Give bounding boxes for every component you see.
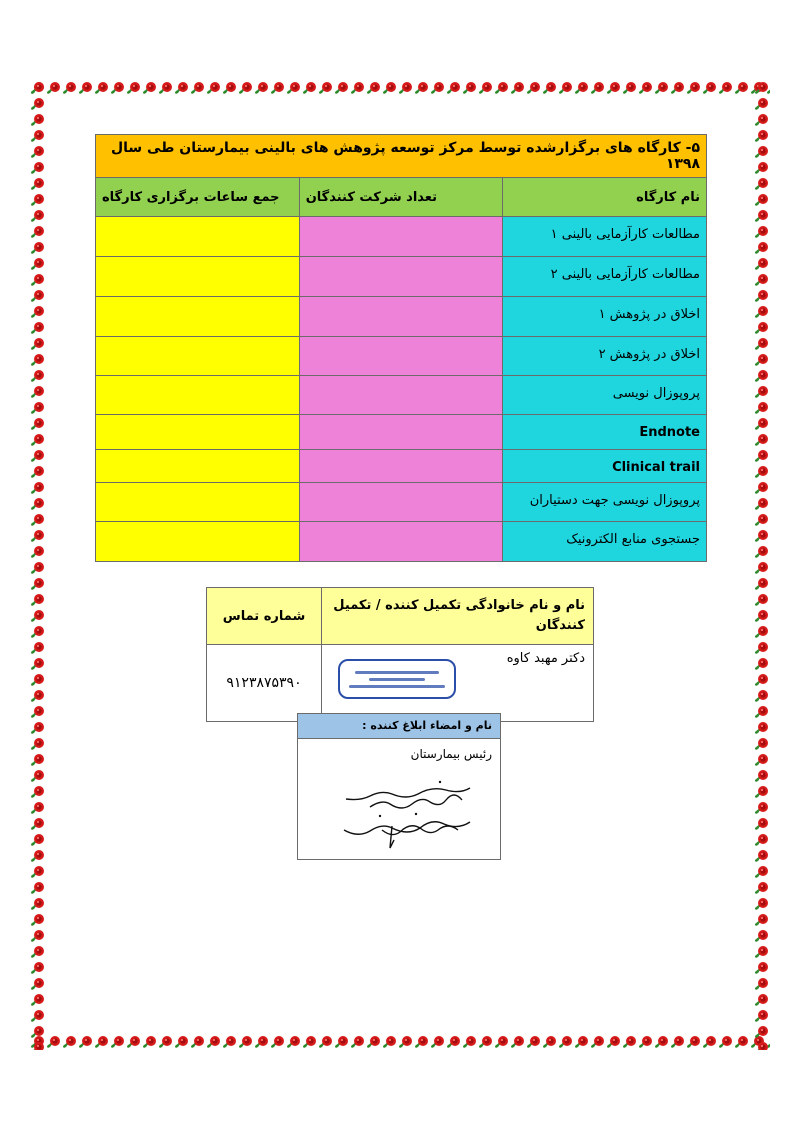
table-row	[96, 522, 707, 562]
workshop-name-cell: مطالعات کارآزمایی بالینی ۲	[503, 257, 707, 297]
hours-cell[interactable]	[96, 257, 300, 297]
table-row	[96, 337, 707, 376]
workshop-name-cell: مطالعات کارآزمایی بالینی ۱	[503, 217, 707, 257]
completer-name-cell	[322, 645, 594, 722]
workshop-name-cell: جستجوی منابع الکترونیک	[503, 522, 707, 562]
participants-cell[interactable]	[299, 376, 503, 415]
workshop-name-cell: اخلاق در پژوهش ۱	[503, 297, 707, 337]
workshop-name-cell: پروپوزال نویسی جهت دستیاران	[503, 483, 707, 522]
hours-cell[interactable]	[96, 217, 300, 257]
notifier-header: نام و امضاء ابلاغ کننده :	[298, 714, 500, 739]
workshop-name-cell: Clinical trail	[503, 450, 707, 483]
table-row	[96, 217, 707, 257]
decorative-rose-border-top	[30, 80, 770, 96]
table-row	[96, 450, 707, 483]
header-participants: تعداد شرکت کنندگان	[299, 178, 503, 217]
decorative-rose-border-bottom	[30, 1034, 770, 1050]
hours-cell[interactable]	[96, 297, 300, 337]
hours-cell[interactable]	[96, 415, 300, 450]
table-row	[96, 257, 707, 297]
participants-cell[interactable]	[299, 217, 503, 257]
notifier-role: رئیس بیمارستان	[410, 747, 492, 761]
table-row	[96, 415, 707, 450]
stamp-icon	[338, 659, 456, 699]
decorative-rose-border-left	[30, 80, 46, 1050]
table-row	[96, 376, 707, 415]
completer-name-header: نام و نام خانوادگی تکمیل کننده / تکمیل کنندگان	[322, 588, 594, 645]
participants-cell[interactable]	[299, 337, 503, 376]
header-total-hours: جمع ساعات برگزاری کارگاه	[96, 178, 300, 217]
participants-cell[interactable]	[299, 415, 503, 450]
handwritten-signature-icon	[320, 774, 490, 854]
table-row	[96, 483, 707, 522]
contact-value-row	[207, 645, 594, 722]
participants-cell[interactable]	[299, 257, 503, 297]
notifier-signature-box	[297, 713, 501, 860]
participants-cell[interactable]	[299, 297, 503, 337]
participants-cell[interactable]	[299, 450, 503, 483]
decorative-rose-border-right	[754, 80, 770, 1050]
workshop-name-cell: اخلاق در پژوهش ۲	[503, 337, 707, 376]
hours-cell[interactable]	[96, 337, 300, 376]
table-header-row	[96, 178, 707, 217]
contact-header-row	[207, 588, 594, 645]
table-row	[96, 297, 707, 337]
hours-cell[interactable]	[96, 483, 300, 522]
phone-header: شماره تماس	[207, 588, 322, 645]
workshops-table	[95, 134, 707, 562]
workshop-name-cell: پروپوزال نویسی	[503, 376, 707, 415]
hours-cell[interactable]	[96, 522, 300, 562]
participants-cell[interactable]	[299, 522, 503, 562]
phone-value: ۹۱۲۳۸۷۵۳۹۰	[207, 645, 322, 722]
completer-name-value: دکتر مهبد کاوه	[506, 651, 585, 666]
completer-contact-table	[206, 587, 594, 722]
hours-cell[interactable]	[96, 450, 300, 483]
hours-cell[interactable]	[96, 376, 300, 415]
header-workshop-name: نام کارگاه	[503, 178, 707, 217]
table-title: ۵- کارگاه های برگزارشده توسط مرکز توسعه پژوهش های بالینی بیمارستان طی سال ۱۳۹۸	[96, 135, 707, 178]
participants-cell[interactable]	[299, 483, 503, 522]
workshop-name-cell: Endnote	[503, 415, 707, 450]
